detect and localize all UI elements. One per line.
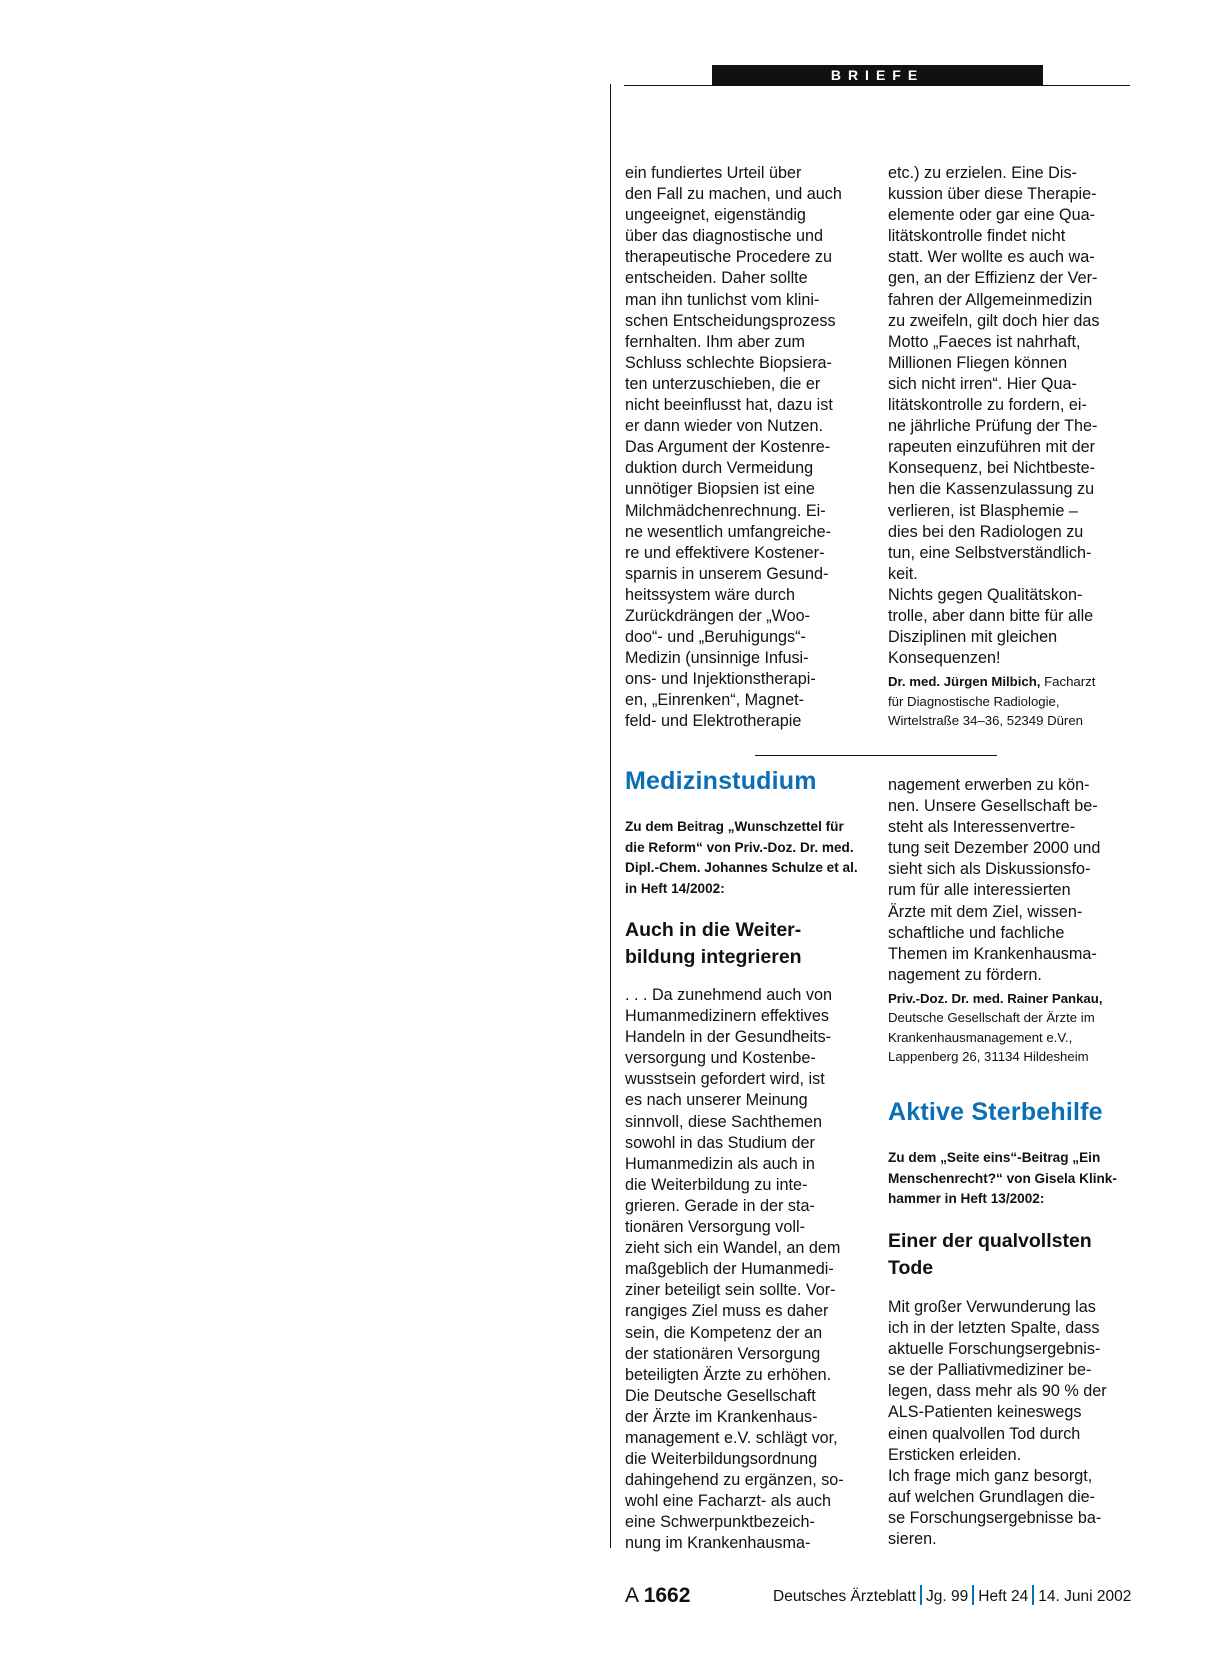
header-rule — [624, 85, 1130, 86]
medizinstudium-signature — [888, 989, 1133, 1067]
footer-separator — [920, 1585, 922, 1605]
medizinstudium-text-2: nagement erwerben zu kön- nen. Unsere Gesellschaft be- steht als Interessenvertre- tung seit Dezember 2000 und sieht sich als Diskussionsfo- rum für alle interessierten Ärzte mit dem Ziel, wissen- schaftliche und fachliche Themen im Krankenhausma- nagement zu fördern. — [888, 776, 1101, 984]
medizinstudium-column-2 — [888, 775, 1133, 1067]
sterbehilfe-text: Mit großer Verwunderung las ich in der letzten Spalte, dass aktuelle Forschungsergebnis- se der Palliativmediziner be- legen, dass mehr als 90 % der ALS-Patienten keineswegs einen qualvollen Tod durch Ersticken erleiden. Ich frage mich ganz besorgt, auf welchen Grundlagen die- se Forschungsergebnisse ba- sieren. — [888, 1298, 1107, 1549]
page-prefix: A — [625, 1584, 638, 1607]
sterbehilfe-subhead: Einer der qualvollsten Tode — [888, 1230, 1092, 1279]
sterbehilfe-title: Aktive Sterbehilfe — [888, 1098, 1103, 1126]
journal-name: Deutsches Ärzteblatt — [773, 1588, 917, 1605]
sterbehilfe-column — [888, 1297, 1133, 1550]
section-header: BRIEFE — [712, 65, 1043, 85]
journal-date: 14. Juni 2002 — [1038, 1588, 1132, 1605]
journal-info — [773, 1583, 1131, 1611]
letter1-text-1: ein fundiertes Urteil über den Fall zu machen, und auch ungeeignet, eigenständig über das diagnostische und therapeutische Procedere zu entscheiden. Daher sollte man ihn tunlichst vom klini- schen Entscheidungsprozess fernhalten. Ihm aber zum Schluss schlechte Biopsiera- ten unterzuschieben, die er nicht beeinflusst hat, dazu ist er dann wieder von Nutzen. Das Argument der Kostenre- duktion durch Vermeidung unnötiger Biopsien ist eine Milchmädchenrechnung. Ei- ne wesentlich umfangreiche- re und effektivere Kostener- sparnis in unserem Gesund- heitssystem wäre durch Zurückdrängen der „Woo- doo“- und „Beruhigungs“- Medizin (unsinnige Infusi- ons- und Injektionstherapi- en, „Einrenken“, Magnet- feld- und Elektrotherapie — [625, 164, 842, 731]
column-rule — [610, 84, 611, 1548]
letter1-affiliation: Facharzt für Diagnostische Radiologie, Wirtelstraße 34–36, 52349 Düren — [888, 674, 1096, 729]
page-number — [625, 1582, 690, 1610]
medizinstudium-text-1: . . . Da zunehmend auch von Humanmedizinern effektives Handeln in der Gesundheits- versorgung und Kostenbe- wusstsein gefordert wird, ist es nach unserer Meinung sinnvoll, diese Sachthemen sowohl in das Studium der Humanmedizin als auch in die Weiterbildung zu inte- grieren. Gerade in der sta- tionären Versorgung voll- zieht sich ein Wandel, an dem maßgeblich der Humanmedi- ziner beteiligt sein sollte. Vor- rangiges Ziel muss es daher sein, die Kompetenz der an der stationären Versorgung beteiligten Ärzte zu erhöhen. Die Deutsche Gesellschaft der Ärzte im Krankenhaus- management e.V. schlägt vor, die Weiterbildungsordnung dahingehend zu ergänzen, so- wohl eine Facharzt- als auch eine Schwerpunktbezeich- nung im Krankenhausma- — [625, 986, 844, 1553]
letter1-author: Dr. med. Jürgen Milbich, — [888, 674, 1041, 690]
letter1-text-2: etc.) zu erzielen. Eine Dis- kussion über diese Therapie- elemente oder gar eine Qua- litätskontrolle findet nicht statt. Wer wollte es auch wa- gen, an der Effizienz der Ver- fahren der Allgemeinmedizin zu zweifeln, gilt doch hier das Motto „Faeces ist nahrhaft, Millionen Fliegen können sich nicht irren“. Hier Qua- litätskontrolle zu fordern, ei- ne jährliche Prüfung der The- rapeuten einzuführen mit der Konsequenz, bei Nichtbeste- hen die Kassenzulassung zu verlieren, ist Blasphemie – dies bei den Radiologen zu tun, eine Selbstverständlich- keit. Nichts gegen Qualitätskon- trolle, aber dann bitte für alle Disziplinen mit gleichen Konsequenzen! — [888, 164, 1100, 668]
medizinstudium-intro: Zu dem Beitrag „Wunschzettel für die Reform“ von Priv.-Doz. Dr. med. Dipl.-Chem. Johannes Schulze et al. in Heft 14/2002: — [625, 819, 858, 896]
letter1-column-2 — [888, 163, 1133, 730]
footer-separator — [1032, 1585, 1034, 1605]
sterbehilfe-intro: Zu dem „Seite eins“-Beitrag „Ein Menschenrecht?“ von Gisela Klink- hammer in Heft 13/2002: — [888, 1150, 1117, 1206]
medizinstudium-subhead: Auch in die Weiter- bildung integrieren — [625, 919, 802, 968]
letter1-column-1 — [625, 163, 870, 733]
medizinstudium-author: Priv.-Doz. Dr. med. Rainer Pankau, — [888, 990, 1103, 1006]
journal-volume: Jg. 99 — [926, 1588, 969, 1605]
journal-issue: Heft 24 — [978, 1588, 1029, 1605]
medizinstudium-affiliation: Deutsche Gesellschaft der Ärzte im Krankenhausmanagement e.V., Lappenberg 26, 31134 Hildesheim — [888, 1010, 1095, 1065]
section-divider — [755, 755, 997, 756]
page-number-value: 1662 — [643, 1584, 691, 1607]
letter1-signature — [888, 672, 1133, 730]
medizinstudium-column-1 — [625, 985, 875, 1555]
medizinstudium-title: Medizinstudium — [625, 767, 817, 795]
footer-separator — [972, 1585, 974, 1605]
